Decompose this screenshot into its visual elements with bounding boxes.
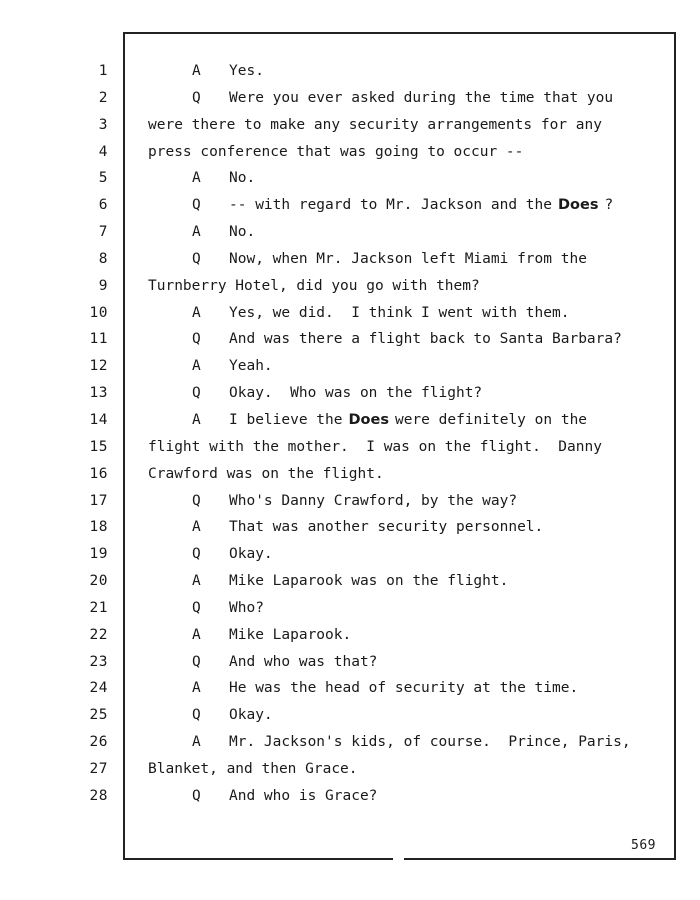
transcript-line — [148, 649, 658, 676]
line-text-main: Mike Laparook was on the flight. — [229, 573, 509, 590]
speaker-label: A — [192, 626, 201, 643]
line-text — [229, 326, 622, 353]
line-text — [229, 85, 613, 112]
speaker-label: A — [192, 411, 201, 428]
line-text-main: Mike Laparook. — [229, 626, 352, 643]
line-text-main: were there to make any security arrangements for any — [148, 116, 602, 133]
line-number: 11 — [89, 331, 108, 348]
line-number: 7 — [98, 224, 108, 241]
speaker-label: Q — [192, 197, 201, 214]
line-number: 17 — [89, 492, 108, 509]
line-text — [229, 649, 377, 676]
line-text-main: Blanket, and then Grace. — [148, 760, 358, 777]
line-number: 2 — [98, 89, 108, 106]
line-text-main: flight with the mother. I was on the flight. Danny — [148, 438, 602, 455]
line-text — [148, 434, 602, 461]
transcript-line — [148, 246, 658, 273]
line-number-column — [68, 58, 108, 810]
line-text — [229, 729, 631, 756]
transcript-line — [148, 85, 658, 112]
page-number: 569 — [631, 838, 656, 853]
line-text — [229, 568, 508, 595]
speaker-label: Q — [192, 250, 201, 267]
transcript-line — [148, 353, 658, 380]
line-number: 8 — [98, 250, 108, 267]
line-text — [148, 461, 384, 488]
line-text — [148, 139, 523, 166]
line-number: 28 — [89, 787, 108, 804]
transcript-line — [148, 139, 658, 166]
speaker-label: Q — [192, 385, 201, 402]
transcript-line — [148, 326, 658, 353]
line-text-main: Who? — [229, 599, 264, 616]
line-text — [229, 58, 264, 85]
line-number: 6 — [98, 197, 108, 214]
line-number: 25 — [89, 707, 108, 724]
line-number: 12 — [89, 358, 108, 375]
speaker-label: Q — [192, 653, 201, 670]
transcript-line — [148, 756, 658, 783]
line-text-main: He was the head of security at the time. — [229, 680, 579, 697]
transcript-line — [148, 58, 658, 85]
transcript-line — [148, 488, 658, 515]
bottom-rule-left — [123, 858, 393, 860]
transcript-line — [148, 702, 658, 729]
line-number: 16 — [89, 465, 108, 482]
line-number: 3 — [98, 116, 108, 133]
transcript-line — [148, 407, 658, 434]
line-text-main: Okay. Who was on the flight? — [229, 385, 483, 402]
line-text-main: -- with regard to Mr. Jackson and the — [229, 197, 553, 214]
line-text-main: Mr. Jackson's kids, of course. Prince, Paris, — [229, 734, 631, 751]
line-text — [148, 112, 602, 139]
line-text — [229, 595, 264, 622]
line-text-main: I believe the — [229, 411, 343, 428]
transcript-line — [148, 192, 658, 219]
line-text — [229, 488, 517, 515]
line-text-after: ? — [604, 197, 614, 214]
line-number: 27 — [89, 760, 108, 777]
speaker-label: A — [192, 519, 201, 536]
speaker-label: A — [192, 170, 201, 187]
line-text-main: Were you ever asked during the time that you — [229, 89, 614, 106]
line-text-main: press conference that was going to occur -- — [148, 143, 524, 160]
line-text-main: Okay. — [229, 707, 273, 724]
transcript-line — [148, 112, 658, 139]
line-text — [229, 675, 578, 702]
line-text — [148, 273, 480, 300]
redacted-name: Does — [558, 197, 599, 214]
line-text-main: Crawford was on the flight. — [148, 465, 384, 482]
speaker-label: A — [192, 680, 201, 697]
line-text — [229, 192, 613, 219]
transcript-line — [148, 514, 658, 541]
line-text-main: Turnberry Hotel, did you go with them? — [148, 277, 480, 294]
line-text — [229, 541, 273, 568]
line-text-main: Yeah. — [229, 358, 273, 375]
speaker-label: A — [192, 734, 201, 751]
speaker-label: A — [192, 573, 201, 590]
speaker-label: Q — [192, 546, 201, 563]
speaker-label: Q — [192, 787, 201, 804]
line-number: 23 — [89, 653, 108, 670]
line-text — [229, 219, 255, 246]
line-text — [229, 165, 255, 192]
redacted-name: Does — [348, 411, 389, 428]
transcript-line — [148, 380, 658, 407]
speaker-label: Q — [192, 707, 201, 724]
transcript-line — [148, 300, 658, 327]
line-text-main: Okay. — [229, 546, 273, 563]
transcript-line — [148, 568, 658, 595]
speaker-label: A — [192, 304, 201, 321]
line-text — [229, 300, 569, 327]
line-number: 5 — [98, 170, 108, 187]
transcript-line — [148, 461, 658, 488]
line-text-main: And who was that? — [229, 653, 378, 670]
transcript-body — [148, 58, 658, 810]
line-text-main: Yes, we did. I think I went with them. — [229, 304, 570, 321]
speaker-label: A — [192, 63, 201, 79]
line-number: 1 — [98, 63, 108, 79]
transcript-line — [148, 595, 658, 622]
line-number: 10 — [89, 304, 108, 321]
line-text — [229, 353, 273, 380]
line-text-main: No. — [229, 170, 256, 187]
line-text-main: That was another security personnel. — [229, 519, 544, 536]
speaker-label: Q — [192, 89, 201, 106]
line-number: 19 — [89, 546, 108, 563]
transcript-line — [148, 783, 658, 810]
line-text-main: And was there a flight back to Santa Barbara? — [229, 331, 622, 348]
line-text — [148, 756, 358, 783]
line-text — [229, 702, 273, 729]
speaker-label: Q — [192, 492, 201, 509]
line-text-main: And who is Grace? — [229, 787, 378, 804]
transcript-line — [148, 541, 658, 568]
line-text-main: Yes. — [229, 63, 264, 79]
speaker-label: Q — [192, 599, 201, 616]
line-text — [229, 622, 351, 649]
line-text-main: No. — [229, 224, 256, 241]
transcript-line — [148, 434, 658, 461]
line-text — [229, 407, 587, 434]
transcript-line — [148, 675, 658, 702]
transcript-line — [148, 219, 658, 246]
line-text-main: Now, when Mr. Jackson left Miami from the — [229, 250, 587, 267]
line-number: 26 — [89, 734, 108, 751]
line-text — [229, 380, 482, 407]
speaker-label: A — [192, 358, 201, 375]
bottom-rule-right — [404, 858, 674, 860]
transcript-line — [148, 165, 658, 192]
transcript-line — [148, 622, 658, 649]
line-text-after: were definitely on the — [394, 411, 588, 428]
line-text — [229, 783, 377, 810]
line-number: 22 — [89, 626, 108, 643]
line-text — [229, 514, 543, 541]
line-number: 14 — [89, 411, 108, 428]
line-number: 20 — [89, 573, 108, 590]
line-number: 18 — [89, 519, 108, 536]
transcript-line — [148, 273, 658, 300]
line-number: 15 — [89, 438, 108, 455]
line-text-main: Who's Danny Crawford, by the way? — [229, 492, 518, 509]
speaker-label: Q — [192, 331, 201, 348]
line-number: 13 — [89, 385, 108, 402]
line-number: 24 — [89, 680, 108, 697]
transcript-line — [148, 729, 658, 756]
line-number: 21 — [89, 599, 108, 616]
line-number: 9 — [98, 277, 108, 294]
speaker-label: A — [192, 224, 201, 241]
line-text — [229, 246, 587, 273]
line-number: 4 — [98, 143, 108, 160]
